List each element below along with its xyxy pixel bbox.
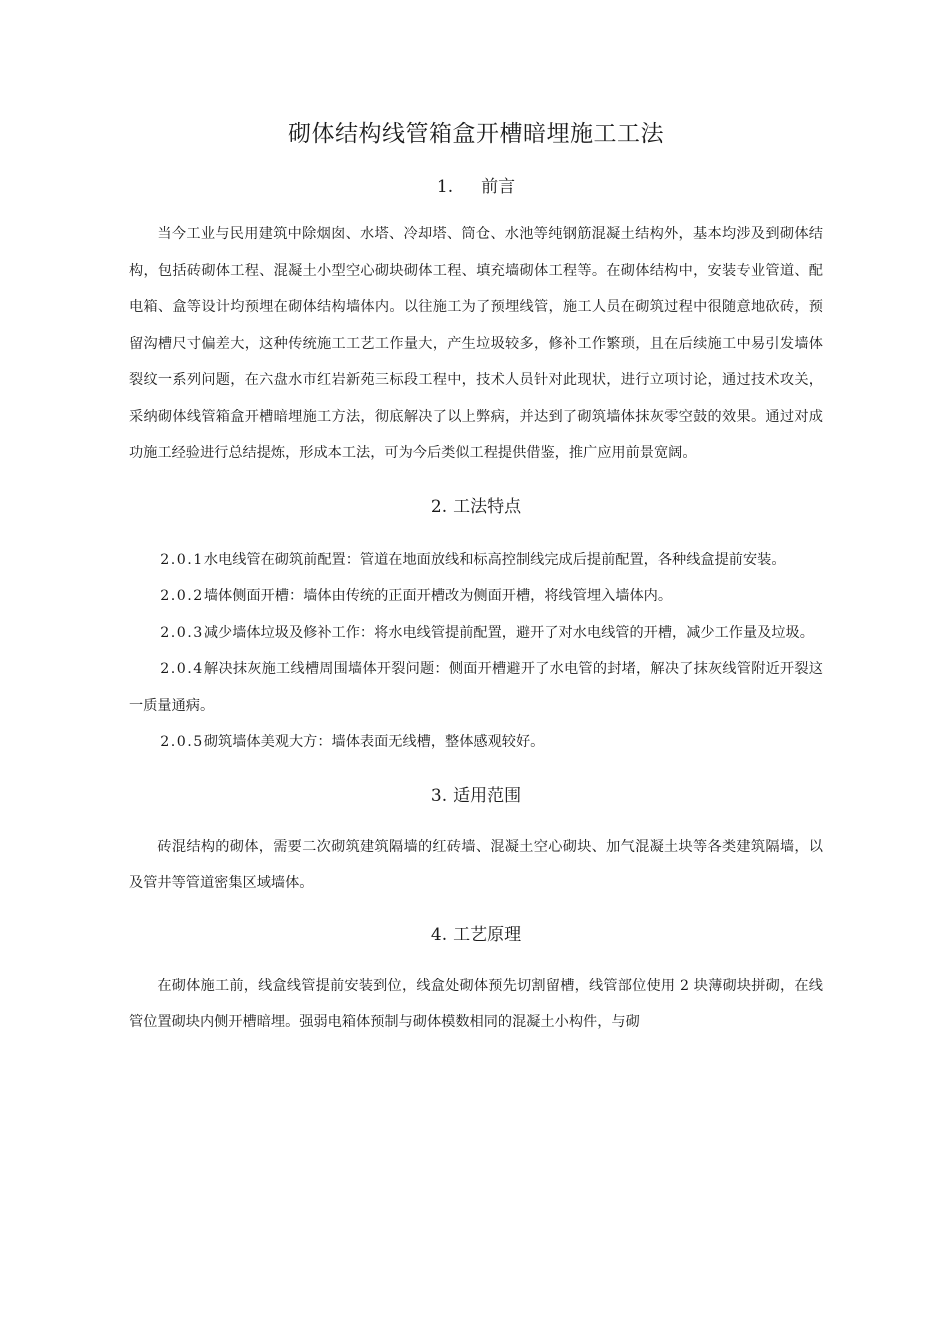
section-1-paragraph: 当今工业与民用建筑中除烟囱、水塔、冷却塔、筒仓、水池等纯钢筋混凝土结构外，基本均涉及到砌体结构，包括砖砌体工程、混凝土小型空心砌块砌体工程、填充墙砌体工程等。在砌体结构中，安装专业管道、配电箱、盒等设计均预埋在砌体结构墙体内。以往施工为了预埋线管，施工人员在砌筑过程中很随意地砍砖，预留沟槽尺寸偏差大，这种传统施工工艺工作量大，产生垃圾较多，修补工作繁琐，且在后续施工中易引发墙体裂纹一系列问题，在六盘水市红岩新苑三标段工程中，技术人员针对此现状，进行立项讨论，通过技术攻关，采纳砌体线管箱盒开槽暗埋施工方法，彻底解决了以上弊病，并达到了砌筑墙体抹灰零空鼓的效果。通过对成功施工经验进行总结提炼，形成本工法，可为今后类似工程提供借鉴，推广应用前景宽阔。: [129, 226, 823, 461]
section-heading-2: [129, 492, 823, 522]
section-number: 2.: [430, 496, 448, 517]
item-code: 2.0.3: [160, 624, 204, 641]
item-text: 解决抹灰施工线槽周围墙体开裂问题：侧面开槽避开了水电管的封堵，解决了抹灰线管附近开裂这一质量通病。: [129, 661, 823, 714]
item-code: 2.0.2: [160, 588, 204, 604]
item-text: 墙体侧面开槽：墙体由传统的正面开槽改为侧面开槽，将线管埋入墙体内。: [203, 588, 673, 604]
section-number: 4.: [430, 924, 448, 945]
section-title: 工艺原理: [453, 924, 522, 945]
document-title: 砌体结构线管箱盒开槽暗埋施工工法: [288, 121, 664, 147]
feature-item: [129, 724, 823, 761]
item-text: 水电线管在砌筑前配置：管道在地面放线和标高控制线完成后提前配置，各种线盒提前安装。: [203, 551, 786, 568]
document-body: [129, 112, 823, 1041]
item-code: 2.0.4: [160, 661, 204, 677]
section-heading-4: [129, 920, 823, 950]
item-code: 2.0.5: [160, 734, 204, 750]
feature-item: [129, 578, 823, 615]
section-number: 3.: [430, 785, 448, 806]
section-title: 适用范围: [453, 785, 522, 806]
section-title: 前言: [481, 177, 516, 197]
section-3-paragraph: 砖混结构的砌体，需要二次砌筑建筑隔墙的红砖墙、混凝土空心砌块、加气混凝土块等各类建筑隔墙，以及管井等管道密集区域墙体。: [129, 838, 823, 891]
feature-item: [129, 542, 823, 579]
section-title: 工法特点: [453, 496, 522, 517]
feature-item: [129, 615, 823, 652]
section-number: 1.: [436, 177, 454, 197]
section-heading-1: [129, 172, 823, 202]
item-text: 砌筑墙体美观大方：墙体表面无线槽，整体感观较好。: [203, 734, 545, 750]
section-4-paragraph: 在砌体施工前，线盒线管提前安装到位，线盒处砌体预先切割留槽，线管部位使用 2 块薄砌块拼砌，在线管位置砌块内侧开槽暗埋。强弱电箱体预制与砌体模数相同的混凝土小构件，与砌: [129, 977, 823, 1030]
feature-item: [129, 651, 823, 724]
item-code: 2.0.1: [160, 551, 204, 568]
item-text: 减少墙体垃圾及修补工作：将水电线管提前配置，避开了对水电线管的开槽，减少工作量及垃圾。: [203, 624, 814, 641]
section-heading-3: [129, 781, 823, 811]
